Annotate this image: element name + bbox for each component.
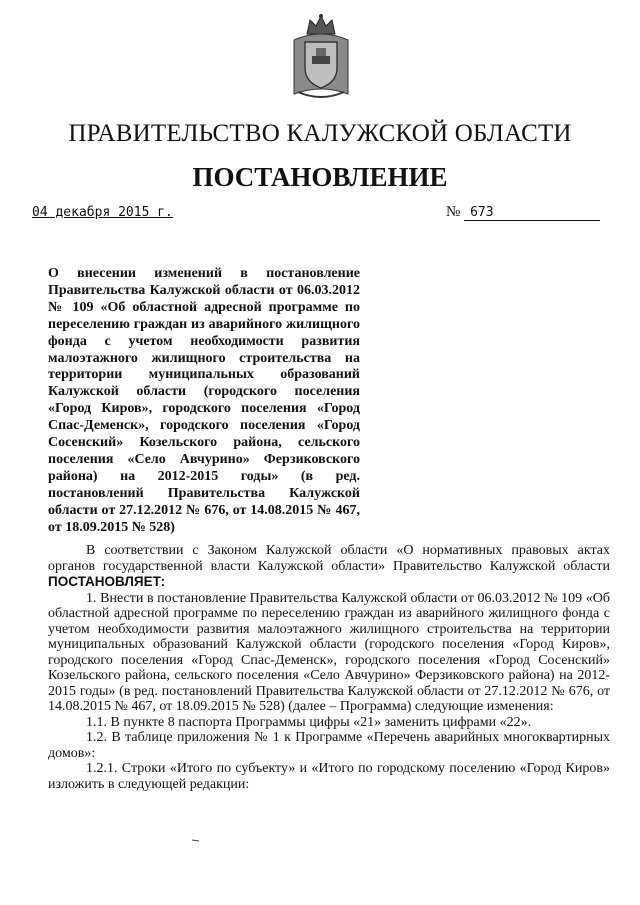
document-type: ПОСТАНОВЛЕНИЕ: [192, 162, 448, 192]
preamble-text: В соответствии с Законом Калужской области «О нормативных правовых актах органов государственной власти Калужской области» Правительство Калужской области: [48, 543, 610, 574]
document-body: [48, 543, 610, 792]
decree-keyword: ПОСТАНОВЛЯЕТ:: [48, 574, 166, 589]
preamble-paragraph: [48, 543, 610, 591]
paragraph-1-2: 1.2. В таблице приложения № 1 к Программе «Перечень аварийных многоквартирных домов»:: [48, 730, 610, 761]
paragraph-1-2-1: 1.2.1. Строки «Итого по субъекту» и «Итого по городскому поселению «Город Киров» изложить в следующей редакции:: [48, 761, 610, 792]
number-value: 673: [464, 205, 600, 221]
stray-mark: [192, 839, 200, 842]
document-date: [32, 205, 173, 220]
paragraph-1-1: 1.1. В пункте 8 паспорта Программы цифры «21» заменить цифрами «22».: [86, 714, 532, 730]
coat-of-arms-icon: [290, 12, 352, 102]
document-number: [446, 204, 600, 221]
paragraph-1: 1. Внести в постановление Правительства Калужской области от 06.03.2012 № 109 «Об областной адресной программе по переселению граждан из аварийного жилищного фонда с учетом необходимости развития малоэтажного жилищного строительства на территории муниципальных образований Калужской области (городского поселения «Город Киров», городского поселения «Город Спас-Деменск», городского поселения «Город Сосенский» Козельского района, сельского поселения «Село Авчурино» Ферзиковского района) на 2012-2015 годы» (в ред. постановлений Правительства Калужской области от 27.12.2012 № 676, от 14.08.2015 № 467, от 18.09.2015 № 528) (далее – Программа) следующие изменения:: [48, 590, 610, 714]
document-subject: О внесении изменений в постановление Правительства Калужской области от 06.03.2012 № 109 «Об областной адресной программе по переселению граждан из аварийного жилищного фонда с учетом необходимости развития малоэтажного жилищного строительства на территории муниципальных образований Калужской области (городского поселения «Город Киров», городского поселения «Город Спас-Деменск», городского поселения «Город Сосенский» Козельского района, сельского поселения «Село Авчурино» Ферзиковского района) на 2012-2015 годы» (в ред. постановлений Правительства Калужской области от 27.12.2012 № 676, от 14.08.2015 № 467, от 18.09.2015 № 528): [48, 266, 360, 535]
government-title: ПРАВИТЕЛЬСТВО КАЛУЖСКОЙ ОБЛАСТИ: [68, 120, 572, 147]
date-value: 04 декабря 2015 г.: [32, 205, 173, 220]
number-label: №: [446, 204, 461, 220]
